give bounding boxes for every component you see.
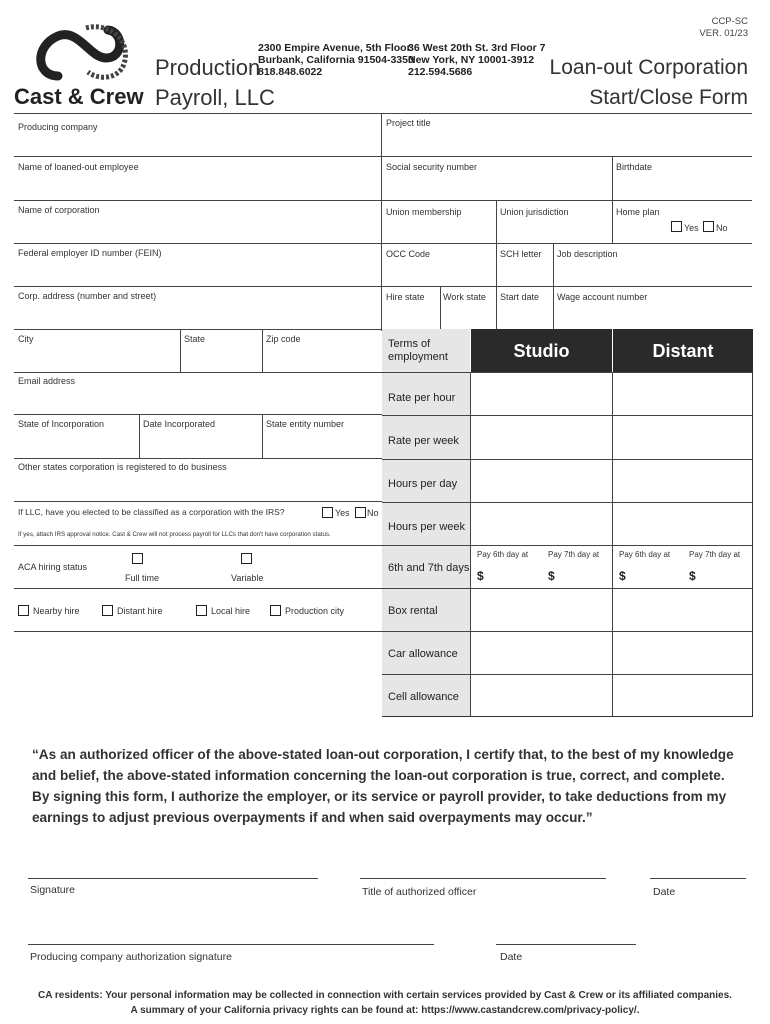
ssn-label: Social security number: [386, 162, 478, 172]
email-field[interactable]: [14, 388, 380, 414]
address-line: New York, NY 10001-3912: [408, 54, 535, 66]
terms-row-label: 6th and 7th days: [388, 562, 470, 574]
llc-no-label: No: [367, 508, 379, 518]
terms-table: [382, 329, 753, 717]
signature-label: Signature: [30, 884, 75, 896]
form-code: CCP-SC: [711, 16, 748, 27]
terms-row-label: Box rental: [388, 605, 438, 617]
address-line: 2300 Empire Avenue, 5th Floor: [258, 42, 411, 54]
local-hire-label: Local hire: [211, 606, 251, 616]
distant-pay7-dollar: $: [689, 569, 696, 583]
terms-row-label: Hours per week: [388, 521, 466, 533]
terms-header-label: Terms of employment: [388, 338, 448, 363]
studio-pay6-label: Pay 6th day at: [477, 550, 529, 559]
terms-row-label: Cell allowance: [388, 691, 459, 703]
date2-field[interactable]: [496, 912, 636, 944]
union-membership-label: Union membership: [386, 207, 462, 217]
union-jurisdiction-label: Union jurisdiction: [500, 207, 569, 217]
distant-rate-hour-field[interactable]: [613, 373, 752, 415]
ssn-field[interactable]: [382, 174, 612, 200]
llc-yes-label: Yes: [335, 508, 350, 518]
nearby-hire-label: Nearby hire: [33, 606, 80, 616]
wage-account-label: Wage account number: [557, 292, 648, 302]
date-label: Date: [653, 886, 676, 898]
terms-row-label: Car allowance: [388, 648, 458, 660]
corp-address-label: Corp. address (number and street): [18, 291, 157, 301]
producing-company-label: Producing company: [18, 122, 98, 132]
zip-label: Zip code: [266, 334, 301, 344]
producing-signature-field[interactable]: [28, 912, 434, 944]
distant-pay7-label: Pay 7th day at: [689, 550, 741, 559]
hire-state-label: Hire state: [386, 292, 425, 302]
address-line: 818.848.6022: [258, 66, 323, 78]
studio-pay7-dollar: $: [548, 569, 555, 583]
home-plan-label: Home plan: [616, 207, 660, 217]
local-hire-checkbox[interactable]: [196, 605, 207, 616]
date-field[interactable]: [650, 846, 746, 878]
address-newyork: [408, 42, 546, 78]
email-label: Email address: [18, 376, 76, 386]
llc-question-label: If LLC, have you elected to be classified as a corporation with the IRS?: [18, 507, 285, 517]
date-incorporated-label: Date Incorporated: [143, 419, 216, 429]
fein-label: Federal employer ID number (FEIN): [18, 248, 162, 258]
distant-hire-label: Distant hire: [117, 606, 163, 616]
llc-yes-checkbox[interactable]: [322, 507, 333, 518]
distant-header-label: Distant: [652, 341, 714, 361]
other-states-label: Other states corporation is registered to do business: [18, 462, 227, 472]
state-incorporation-label: State of Incorporation: [18, 419, 105, 429]
terms-row-label: Rate per hour: [388, 392, 456, 404]
work-state-label: Work state: [443, 292, 486, 302]
job-description-label: Job description: [557, 249, 618, 259]
birthdate-field[interactable]: [613, 174, 752, 200]
corporation-label: Name of corporation: [18, 205, 100, 215]
home-plan-yes-checkbox[interactable]: [671, 221, 682, 232]
occ-code-label: OCC Code: [386, 249, 431, 259]
start-date-label: Start date: [500, 292, 540, 302]
form-version: VER. 01/23: [699, 28, 748, 39]
distant-pay6-label: Pay 6th day at: [619, 550, 671, 559]
llc-no-checkbox[interactable]: [355, 507, 366, 518]
officer-title-label: Title of authorized officer: [362, 886, 477, 898]
variable-label: Variable: [231, 573, 264, 583]
production-city-checkbox[interactable]: [270, 605, 281, 616]
address-line: 212.594.5686: [408, 66, 473, 78]
logo: [14, 18, 144, 110]
form-title-line2: Start/Close Form: [589, 86, 748, 109]
state-label: State: [184, 334, 206, 344]
city-label: City: [18, 334, 34, 344]
logo-text: Cast & Crew: [14, 84, 144, 109]
distant-pay6-dollar: $: [619, 569, 626, 583]
studio-rate-hour-field[interactable]: [471, 373, 611, 415]
producing-company-field[interactable]: [14, 134, 380, 156]
terms-row-label: Rate per week: [388, 435, 459, 447]
certification-statement: “As an authorized officer of the above-stated loan-out corporation, I certify that, to the best of my knowledge and belief, the above-stated information concerning the loan-out corporation is true, correct, and complete. By signing this form, I authorize the employer, or its service or payroll provider, to take deductions from my earnings to adjust previous overpayments if and when said overpayments may occur.”: [32, 747, 734, 825]
corporation-field[interactable]: [14, 217, 380, 243]
state-entity-label: State entity number: [266, 419, 345, 429]
llc-note: If yes, attach IRS approval notice. Cast & Crew will not process payroll for LLCs that don't have corporation status.: [18, 531, 331, 538]
terms-row-label: Hours per day: [388, 478, 458, 490]
date2-label: Date: [500, 951, 523, 963]
address-line: Burbank, California 91504-3350: [258, 54, 414, 66]
studio-pay7-label: Pay 7th day at: [548, 550, 600, 559]
birthdate-label: Birthdate: [616, 162, 653, 172]
aca-status-label: ACA hiring status: [18, 562, 88, 572]
studio-header-label: Studio: [513, 341, 570, 361]
fein-field[interactable]: [14, 260, 380, 286]
company-name-line2: Payroll, LLC: [155, 85, 275, 110]
production-city-label: Production city: [285, 606, 345, 616]
producing-signature-label: Producing company authorization signature: [30, 951, 232, 963]
privacy-notice-line2: A summary of your California privacy rights can be found at: https://www.castandcrew.com/privacy-policy/.: [130, 1005, 640, 1016]
form-title-line1: Loan-out Corporation: [549, 56, 748, 79]
sch-letter-label: SCH letter: [500, 249, 542, 259]
full-time-checkbox[interactable]: [132, 553, 143, 564]
studio-pay6-dollar: $: [477, 569, 484, 583]
company-name-line1: Production: [155, 55, 261, 80]
full-time-label: Full time: [125, 573, 160, 583]
address-line: 36 West 20th St. 3rd Floor 7: [408, 42, 546, 54]
home-plan-no-label: No: [716, 223, 728, 233]
address-burbank: [258, 42, 414, 78]
loaned-employee-field[interactable]: [14, 174, 380, 200]
project-title-label: Project title: [386, 118, 431, 128]
privacy-notice-line1: CA residents: Your personal information may be collected in connection with certain services provided by Cast & Crew or its affiliated companies.: [38, 990, 732, 1001]
home-plan-yes-label: Yes: [684, 223, 699, 233]
loaned-employee-label: Name of loaned-out employee: [18, 162, 139, 172]
variable-checkbox[interactable]: [241, 553, 252, 564]
distant-hire-checkbox[interactable]: [102, 605, 113, 616]
nearby-hire-checkbox[interactable]: [18, 605, 29, 616]
signature-field[interactable]: [28, 846, 318, 878]
cast-crew-logo-icon: [28, 18, 138, 88]
project-title-field[interactable]: [382, 130, 752, 156]
home-plan-no-checkbox[interactable]: [703, 221, 714, 232]
corp-address-field[interactable]: [14, 303, 380, 329]
officer-title-field[interactable]: [360, 846, 606, 878]
